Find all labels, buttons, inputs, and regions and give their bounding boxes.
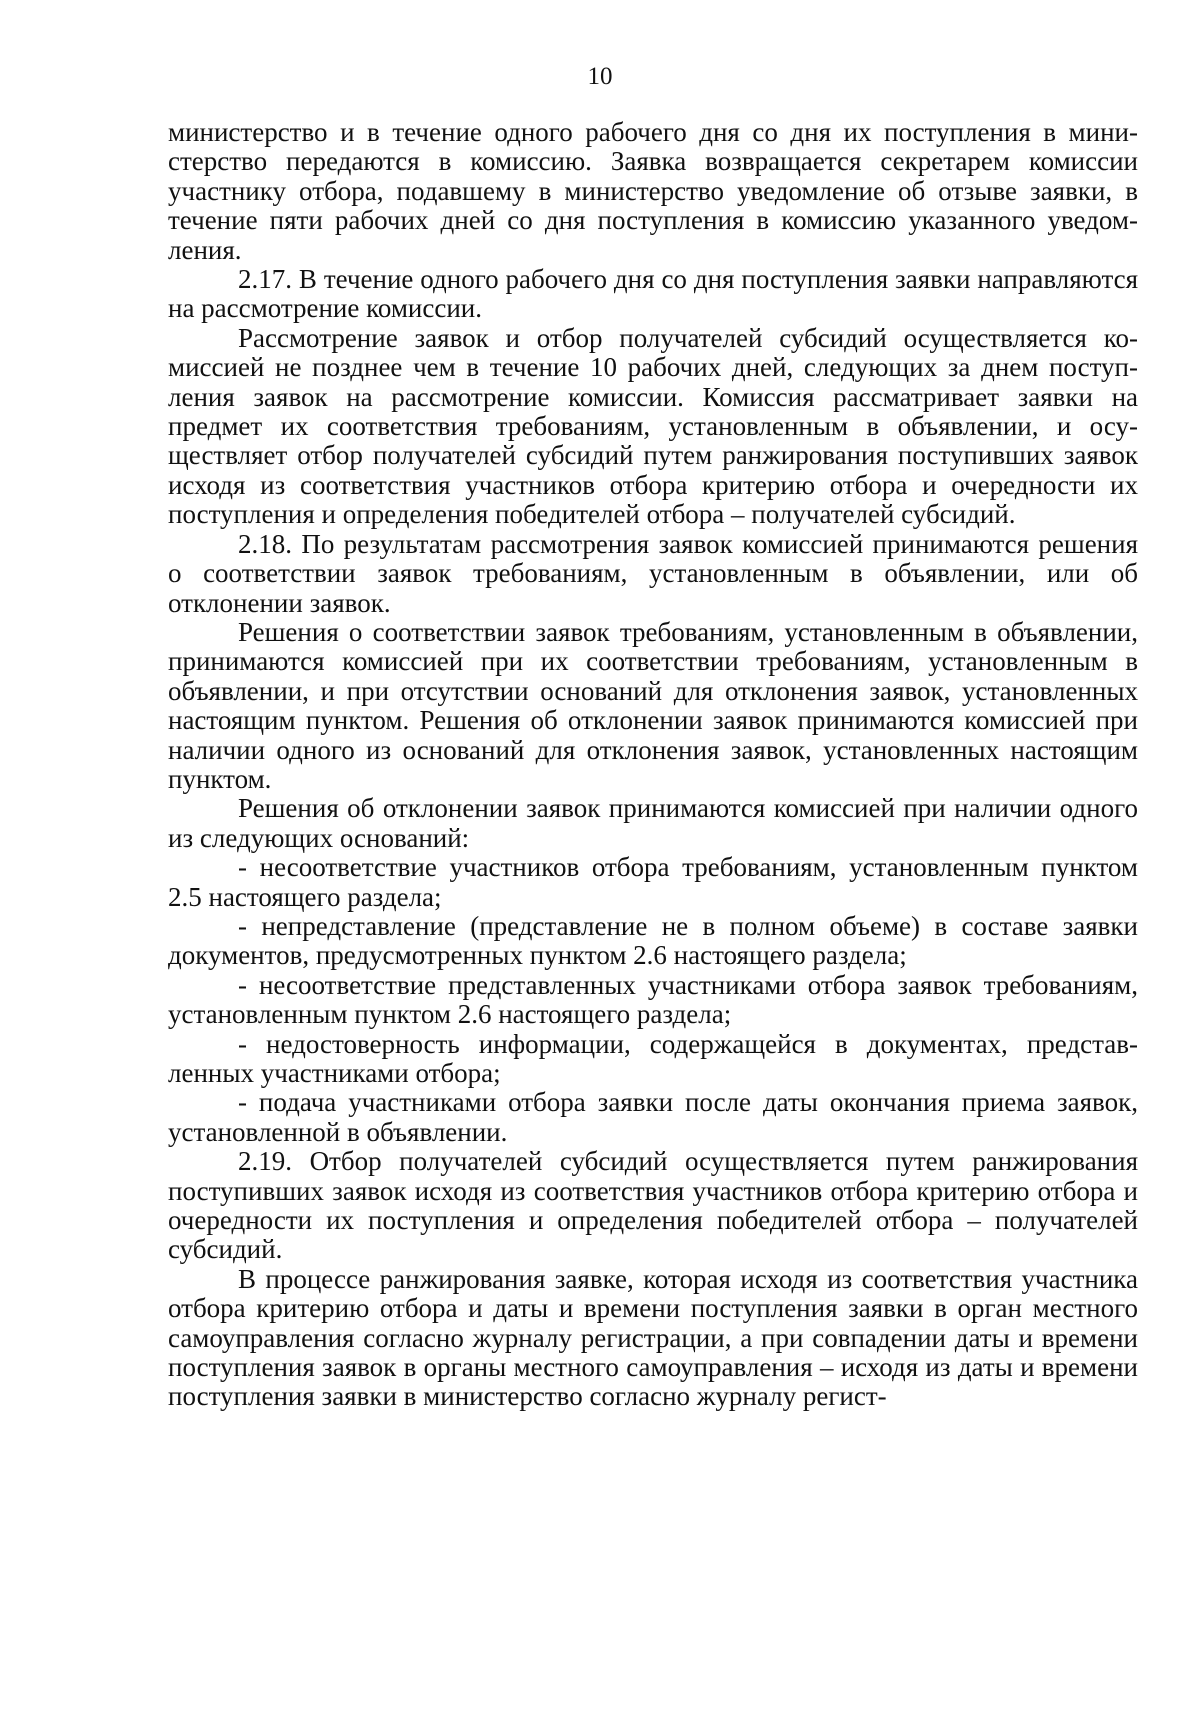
- paragraph-2-17: 2.17. В течение одного рабочего дня со дня поступления заявки направляются на рассмотрение комиссии.: [168, 264, 1138, 324]
- body-text: [168, 118, 1138, 1412]
- paragraph-2-18: 2.18. По результатам рассмотрения заявок комиссией принимаются решения о соответствии заявок требованиям, установленным в объявлении, или об отклонении заявок.: [168, 528, 1138, 618]
- paragraph-compliance-decisions: Решения о соответствии заявок требованиям, установленным в объявлении, принимаются комиссией при их соответствии требованиям, установленным в объявлении, и при отсутствии оснований для отклонения заявок, установленных настоящим пунктом. Решения об отклонении заявок принимаются комиссией при наличии одного из оснований для отклонения заявок, установленных настоящим пунктом.: [168, 616, 1138, 794]
- paragraph-review-procedure: Рассмотрение заявок и отбор получателей субсидий осуществляется комиссией не позднее чем в течение 10 рабочих дней, следующих за днем поступления заявок на рассмотрение комиссии. Комиссия рассматривает заявки на предмет их соответствия требованиям, установленным в объявлении, и осуществляет отбор получателей субсидий путем ранжирования поступивших заявок исходя из соответствия участников отбора критерию отбора и очередности их поступления и определения победителей отбора – получателей субсидий.: [168, 322, 1138, 530]
- paragraph-rejection-grounds-intro: Решения об отклонении заявок принимаются комиссией при наличии одного из следующих оснований:: [168, 793, 1138, 853]
- list-item-ground-3: - несоответствие представленных участниками отбора заявок требованиям, установленным пунктом 2.6 настоящего раздела;: [168, 969, 1138, 1030]
- list-item-ground-2: - непредставление (представление не в полном объеме) в составе заявки документов, предусмотренных пунктом 2.6 настоящего раздела;: [168, 910, 1138, 971]
- page-number: 10: [587, 63, 613, 90]
- paragraph-continuation: министерство и в течение одного рабочего дня со дня их поступления в министерство передаются в комиссию. Заявка возвращается секретарем комиссии участнику отбора, подавшему в министерство уведомление об отзыве заявки, в течение пяти рабочих дней со дня поступления в комиссию указанного уведомления.: [168, 117, 1138, 265]
- list-item-ground-5: - подача участниками отбора заявки после даты окончания приема заявок, установленной в объявлении.: [168, 1087, 1138, 1147]
- paragraph-ranking-process: В процессе ранжирования заявке, которая исходя из соответствия участника отбора критерию отбора и даты и времени поступления заявки в орган местного самоуправления согласно журналу регистрации, а при совпадении даты и времени поступления заявок в органы местного самоуправления – исходя из даты и времени поступления заявки в министерство согласно журналу регист-: [168, 1263, 1138, 1412]
- paragraph-2-19: 2.19. Отбор получателей субсидий осуществляется путем ранжирования поступивших заявок исходя из соответствия участников отбора критерию отбора и очередности их поступления и определения победителей отбора – получателей субсидий.: [168, 1146, 1138, 1265]
- list-item-ground-1: - несоответствие участников отбора требованиям, установленным пунктом 2.5 настоящего раздела;: [168, 852, 1138, 912]
- list-item-ground-4: - недостоверность информации, содержащейся в документах, представленных участниками отбора;: [168, 1028, 1138, 1088]
